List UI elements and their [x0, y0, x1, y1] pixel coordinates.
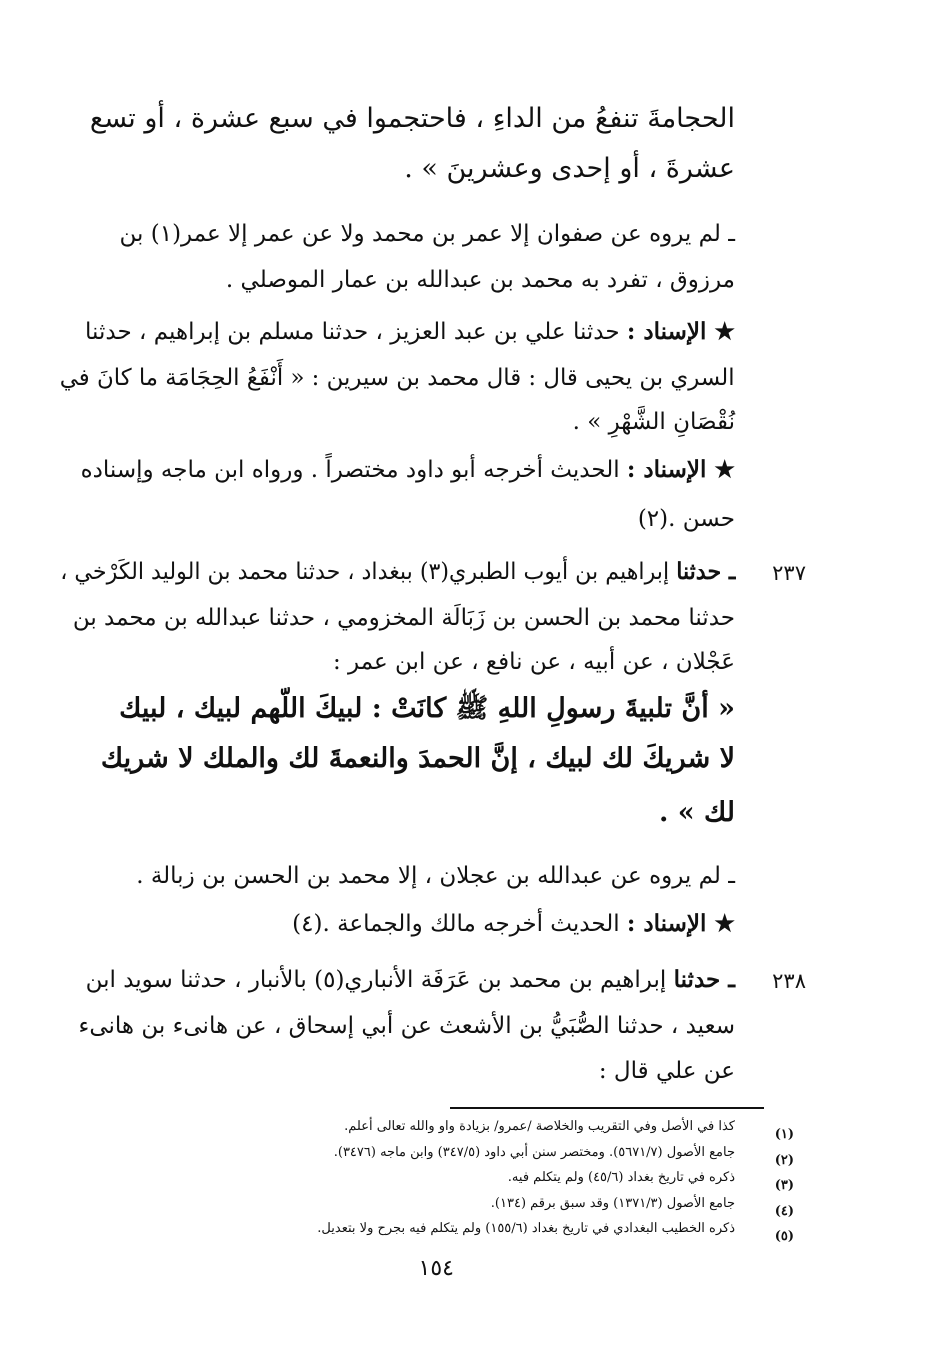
footnote-number: (٣) [774, 1178, 794, 1193]
text-run: حدثنا علي بن عبد العزيز ، حدثنا مسلم بن إبراهيم ، حدثنا [85, 319, 620, 345]
text-run: الحديث أخرجه أبو داود مختصراً . ورواه ابن ماجه وإسناده [80, 457, 620, 483]
isnad-label: ★ الإسناد : [626, 456, 735, 483]
chain-label: ـ حدثنا [673, 966, 735, 993]
text-line [85, 318, 735, 347]
footnote-text: جامع الأصول (١٣٧١/٣) وقد سبق برقم (١٣٤). [490, 1196, 735, 1211]
text-line: عَجْلان ، عن أبيه ، عن نافع ، عن ابن عمر : [332, 649, 735, 675]
text-line: حدثنا محمد بن الحسن بن زَبَالَة المخزومي ، حدثنا عبدالله بن محمد بن [72, 605, 735, 631]
text-run: الحديث أخرجه مالك والجماعة .(٤) [292, 911, 620, 937]
text-line: نُقْصَانِ الشَّهْرِ » . [572, 409, 735, 435]
text-line: لا شريكَ لك لبيك ، إنَّ الحمدَ والنعمةَ لك والملك لا شريك [100, 743, 735, 774]
text-run: إبراهيم بن محمد بن عَرَفَة الأنباري(٥) بالأنبار ، حدثنا سويد ابن [85, 967, 667, 993]
chain-label: ـ حدثنا [675, 558, 735, 585]
text-line: « أنَّ تلبيةَ رسولِ اللهِ ﷺ كانَتْ : لبيكَ اللّهم لبيك ، لبيك [119, 693, 735, 724]
text-line: حسن .(٢) [637, 506, 735, 532]
footnote-text: كذا في الأصل وفي التقريب والخلاصة /عمرو/ بزيادة واو والله تعالى أعلم. [344, 1119, 735, 1134]
footnote-number: (٥) [774, 1229, 794, 1244]
isnad-label: ★ الإسناد : [626, 318, 735, 345]
footnote-number: (٢) [774, 1153, 794, 1168]
footnote-text: ذكره الخطيب البغدادي في تاريخ بغداد (١٥٥/٦) ولم يتكلم فيه بجرح ولا بتعديل. [317, 1221, 735, 1236]
hadith-number: ٢٣٨ [772, 969, 806, 993]
text-line: السري بن يحيى قال : قال محمد بن سيرين : « أَنْفَعُ الحِجَامَة ما كانَ في [60, 365, 735, 391]
text-line: ـ لم يروه عن عبدالله بن عجلان ، إلا محمد بن الحسن بن زبالة . [136, 863, 735, 889]
footnote-divider [450, 1107, 764, 1109]
text-line: سعيد ، حدثنا الصُّبَيُّ بن الأشعث عن أبي إسحاق ، عن هانىء بن هانىء [78, 1013, 735, 1039]
text-line: عشرةَ ، أو إحدى وعشرينَ » . [404, 153, 735, 184]
text-line [292, 910, 735, 939]
footnote-number: (١) [774, 1127, 794, 1142]
footnote-text: جامع الأصول (٥٦٧١/٧). ومختصر سنن أبي داود (٣٤٧/٥) وابن ماجه (٣٤٧٦). [333, 1145, 735, 1160]
text-line [60, 558, 735, 587]
text-run: إبراهيم بن أيوب الطبري(٣) ببغداد ، حدثنا محمد بن الوليد الكَرْخي ، [59, 559, 669, 585]
footnote-number: (٤) [774, 1204, 794, 1219]
text-line: لك » . [658, 797, 735, 828]
text-line: مرزوق ، تفرد به محمد بن عبدالله بن عمار الموصلي . [225, 267, 735, 293]
text-line: الحجامةَ تنفعُ من الداءِ ، فاحتجموا في سبع عشرة ، أو تسع [89, 103, 735, 134]
text-line: عن علي قال : [598, 1058, 735, 1084]
footnote-text: ذكره في تاريخ بغداد (٤٥/٦) ولم يتكلم فيه. [507, 1170, 735, 1185]
page-number: ١٥٤ [418, 1256, 454, 1281]
text-line: ـ لم يروه عن صفوان إلا عمر بن محمد ولا عن عمر إلا عمر(١) بن [119, 221, 735, 247]
text-line [81, 456, 735, 485]
isnad-label: ★ الإسناد : [626, 910, 735, 937]
text-line [86, 966, 735, 995]
hadith-number: ٢٣٧ [772, 561, 806, 585]
